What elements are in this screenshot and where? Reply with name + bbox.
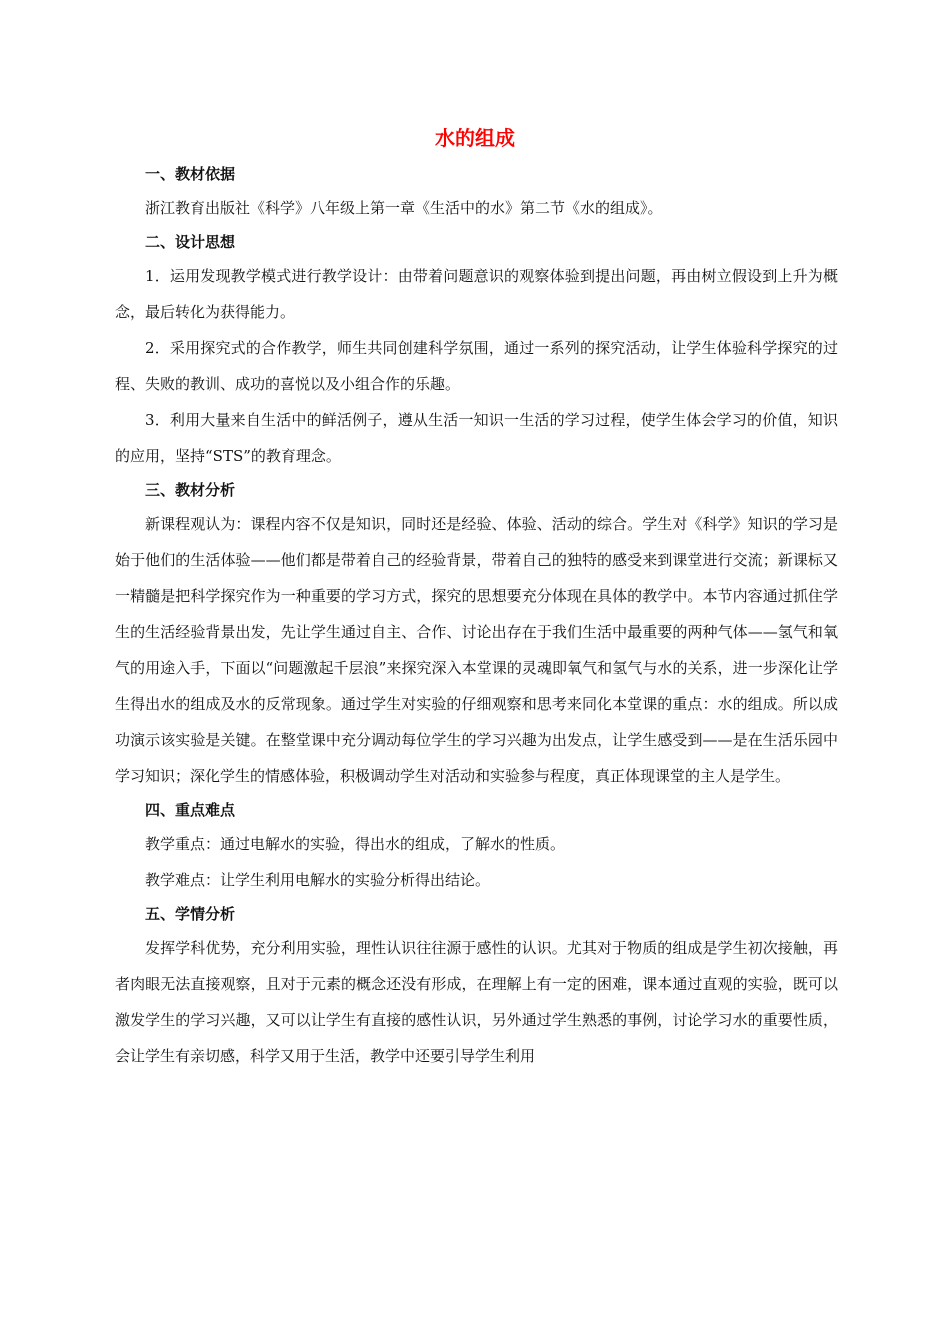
section-textbook-analysis <box>115 474 838 794</box>
section-student-analysis <box>115 898 838 1074</box>
section-heading: 三、教材分析 <box>145 481 236 499</box>
document-title: 水的组成 <box>435 126 515 150</box>
section-heading: 五、学情分析 <box>145 905 236 923</box>
paragraph: 教学难点：让学生利用电解水的实验分析得出结论。 <box>145 871 491 889</box>
paragraph: 发挥学科优势，充分利用实验，理性认识往往源于感性的认识。尤其对于物质的组成是学生初次接触，再者肉眼无法直接观察，且对于元素的概念还没有形成，在理解上有一定的困难，课本通过直观的实验，既可以激发学生的学习兴趣，又可以让学生有直接的感性认识，另外通过学生熟悉的事例，讨论学习水的重要性质，会让学生有亲切感，科学又用于生活，教学中还要引导学生利用 <box>115 939 838 1065</box>
section-key-difficult-points <box>115 794 838 898</box>
section-textbook-basis <box>115 158 838 226</box>
paragraph: 1．运用发现教学模式进行教学设计：由带着问题意识的观察体验到提出问题，再由树立假设到上升为概念，最后转化为获得能力。 <box>115 267 838 321</box>
paragraph: 3．利用大量来自生活中的鲜活例子，遵从生活一知识一生活的学习过程，使学生体会学习的价值，知识的应用，坚持“STS”的教育理念。 <box>115 411 838 465</box>
paragraph: 新课程观认为：课程内容不仅是知识，同时还是经验、体验、活动的综合。学生对《科学》知识的学习是始于他们的生活体验——他们都是带着自己的经验背景，带着自己的独特的感受来到课堂进行交流；新课标又一精髓是把科学探究作为一种重要的学习方式，探究的思想要充分体现在具体的教学中。本节内容通过抓住学生的生活经验背景出发，先让学生通过自主、合作、讨论出存在于我们生活中最重要的两种气体——氢气和氧气的用途入手，下面以“问题激起千层浪”来探究深入本堂课的灵魂即氧气和氢气与水的关系，进一步深化让学生得出水的组成及水的反常现象。通过学生对实验的仔细观察和思考来同化本堂课的重点：水的组成。所以成功演示该实验是关键。在整堂课中充分调动每位学生的学习兴趣为出发点，让学生感受到——是在生活乐园中学习知识；深化学生的情感体验，积极调动学生对活动和实验参与程度，真正体现课堂的主人是学生。 <box>115 515 838 785</box>
paragraph: 2．采用探究式的合作教学，师生共同创建科学氛围，通过一系列的探究活动，让学生体验科学探究的过程、失败的教训、成功的喜悦以及小组合作的乐趣。 <box>115 339 838 393</box>
paragraph: 浙江教育出版社《科学》八年级上第一章《生活中的水》第二节《水的组成》。 <box>145 199 663 217</box>
section-heading: 二、设计思想 <box>145 233 236 251</box>
paragraph: 教学重点：通过电解水的实验，得出水的组成，了解水的性质。 <box>145 835 566 853</box>
section-heading: 四、重点难点 <box>145 801 236 819</box>
section-heading: 一、教材依据 <box>145 165 236 183</box>
section-design-idea <box>115 226 838 474</box>
document-body <box>115 158 838 1074</box>
